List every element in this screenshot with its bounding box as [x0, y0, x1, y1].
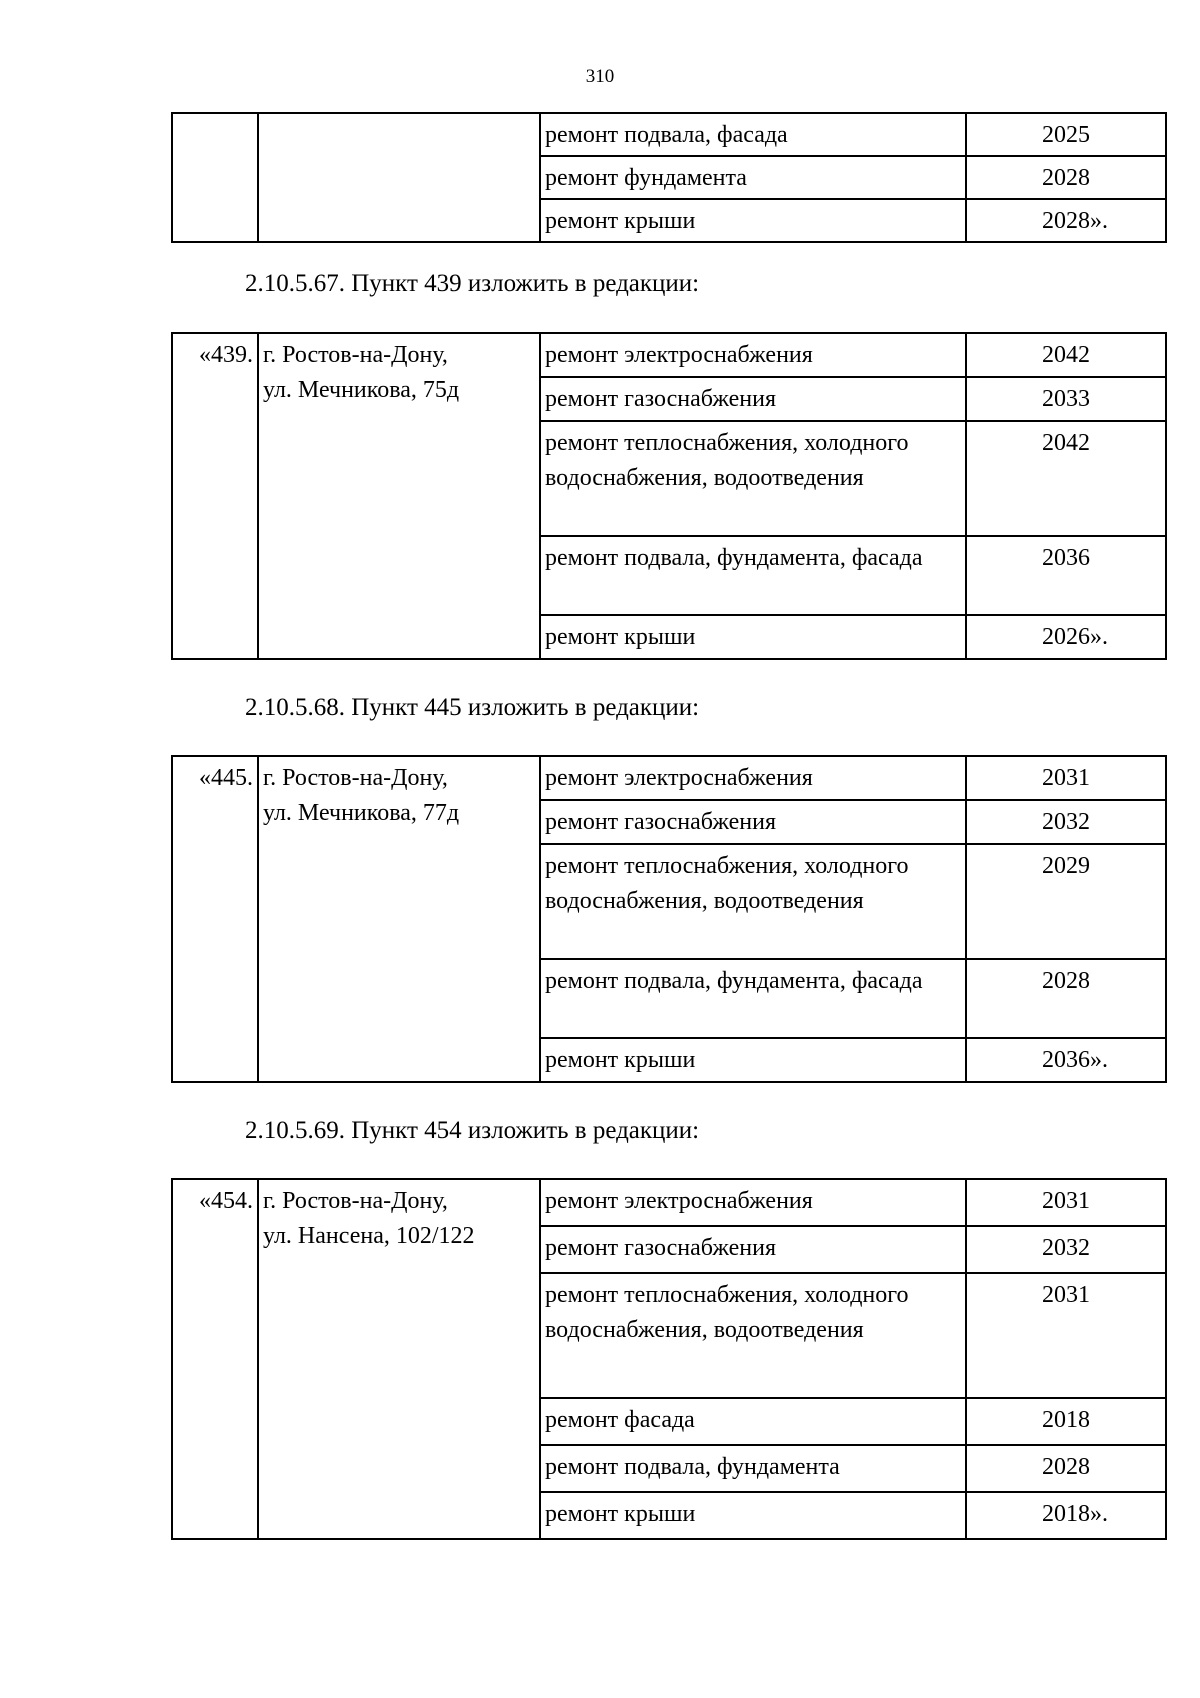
year-value: 2028 [1042, 165, 1090, 191]
work-cell: ремонт газоснабжения [540, 1226, 966, 1273]
address-cell [258, 756, 540, 1082]
table-row [172, 756, 1166, 800]
year-value: 2031 [1042, 765, 1090, 791]
address-line: г. Ростов-на-Дону, [263, 765, 448, 791]
work-cell: ремонт крыши [540, 1492, 966, 1539]
work-cell: ремонт фасада [540, 1398, 966, 1445]
year-value: 2028 [1042, 1454, 1090, 1480]
year-cell [966, 1398, 1166, 1445]
address-line: ул. Нансена, 102/122 [263, 1223, 475, 1249]
year-suffix: ». [1090, 624, 1108, 650]
year-cell [966, 199, 1166, 242]
year-cell [966, 1492, 1166, 1539]
year-cell [966, 756, 1166, 800]
year-cell [966, 959, 1166, 1038]
section-heading: 2.10.5.69. Пункт 454 изложить в редакции: [245, 1117, 700, 1144]
year-value: 2032 [1042, 809, 1090, 835]
year-cell [966, 156, 1166, 199]
number-cell: «445. [172, 756, 258, 1082]
year-cell [966, 333, 1166, 377]
year-value: 2028 [1042, 968, 1090, 994]
number-cell: «454. [172, 1179, 258, 1539]
work-cell: ремонт электроснабжения [540, 756, 966, 800]
year-value: 2031 [1042, 1282, 1090, 1308]
work-cell: ремонт подвала, фундамента, фасада [540, 536, 966, 615]
address-cell [258, 333, 540, 659]
year-value: 2028 [1042, 208, 1090, 234]
work-cell: ремонт крыши [540, 1038, 966, 1082]
year-cell [966, 536, 1166, 615]
year-cell [966, 1445, 1166, 1492]
work-cell: ремонт электроснабжения [540, 1179, 966, 1226]
year-value: 2036 [1042, 1047, 1090, 1073]
work-cell: ремонт фундамента [540, 156, 966, 199]
year-value: 2018 [1042, 1407, 1090, 1433]
work-cell: ремонт газоснабжения [540, 800, 966, 844]
year-value: 2042 [1042, 430, 1090, 456]
year-cell [966, 113, 1166, 156]
item-table [171, 1178, 1167, 1540]
year-value: 2032 [1042, 1235, 1090, 1261]
year-value: 2025 [1042, 122, 1090, 148]
year-cell [966, 800, 1166, 844]
work-cell: ремонт газоснабжения [540, 377, 966, 421]
work-cell: ремонт теплоснабжения, холодного водоснабжения, водоотведения [540, 421, 966, 536]
work-cell: ремонт подвала, фундамента [540, 1445, 966, 1492]
year-suffix: ». [1090, 208, 1108, 234]
year-cell [966, 421, 1166, 536]
year-value: 2031 [1042, 1188, 1090, 1214]
year-cell [966, 1226, 1166, 1273]
address-cell [258, 1179, 540, 1539]
year-cell [966, 1179, 1166, 1226]
address-line: ул. Мечникова, 77д [263, 800, 460, 826]
page-number: 310 [585, 66, 615, 87]
year-suffix: ». [1090, 1047, 1108, 1073]
work-cell: ремонт электроснабжения [540, 333, 966, 377]
item-table [171, 332, 1167, 660]
work-cell: ремонт подвала, фасада [540, 113, 966, 156]
address-cell [258, 113, 540, 242]
number-cell: «439. [172, 333, 258, 659]
section-heading: 2.10.5.68. Пункт 445 изложить в редакции: [245, 694, 700, 721]
year-cell [966, 377, 1166, 421]
table-row [172, 1179, 1166, 1226]
table-row [172, 333, 1166, 377]
continuation-table [171, 112, 1167, 243]
item-table [171, 755, 1167, 1083]
year-cell [966, 615, 1166, 659]
year-value: 2018 [1042, 1501, 1090, 1527]
year-value: 2026 [1042, 624, 1090, 650]
year-value: 2029 [1042, 853, 1090, 879]
work-cell: ремонт крыши [540, 615, 966, 659]
year-cell [966, 1038, 1166, 1082]
address-line: г. Ростов-на-Дону, [263, 342, 448, 368]
year-suffix: ». [1090, 1501, 1108, 1527]
year-value: 2036 [1042, 545, 1090, 571]
work-cell: ремонт крыши [540, 199, 966, 242]
year-cell [966, 844, 1166, 959]
section-heading: 2.10.5.67. Пункт 439 изложить в редакции: [245, 270, 700, 297]
year-value: 2042 [1042, 342, 1090, 368]
number-cell [172, 113, 258, 242]
work-cell: ремонт теплоснабжения, холодного водоснабжения, водоотведения [540, 844, 966, 959]
year-value: 2033 [1042, 386, 1090, 412]
address-line: ул. Мечникова, 75д [263, 377, 460, 403]
work-cell: ремонт теплоснабжения, холодного водоснабжения, водоотведения [540, 1273, 966, 1398]
work-cell: ремонт подвала, фундамента, фасада [540, 959, 966, 1038]
year-cell [966, 1273, 1166, 1398]
table-row [172, 113, 1166, 156]
address-line: г. Ростов-на-Дону, [263, 1188, 448, 1214]
